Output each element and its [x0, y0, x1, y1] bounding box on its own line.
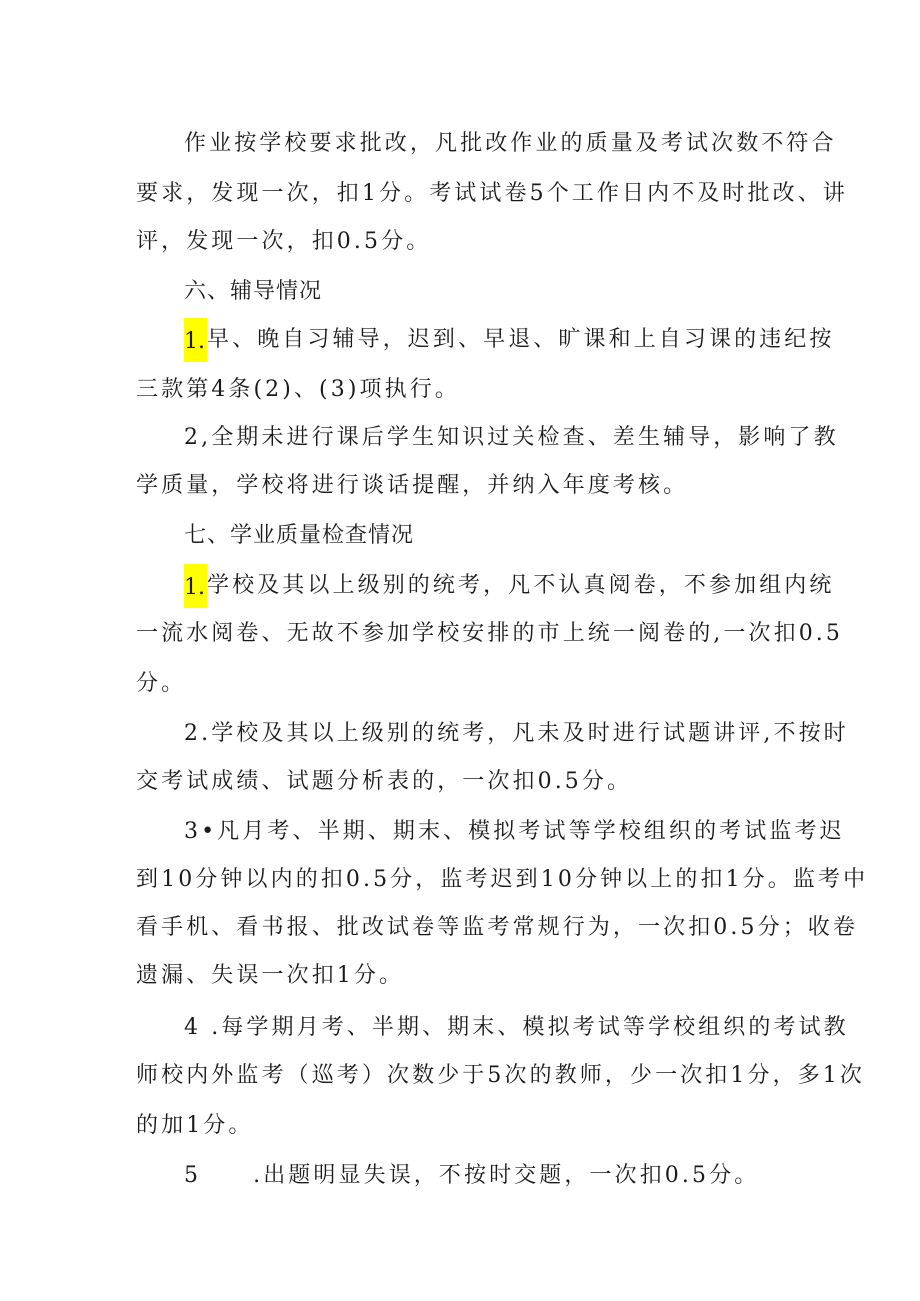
quality-item-1-line-1	[184, 562, 835, 610]
homework-line-1: 作业按学校要求批改，凡批改作业的质量及考试次数不符合	[184, 131, 837, 156]
quality-item-5	[184, 1152, 796, 1200]
homework-line-3: 评，发现一次，扣0.5分。	[136, 229, 432, 254]
quality-item-3-line-3: 看手机、看书报、批改试卷等监考常规行为，一次扣0.5分；收卷	[136, 915, 858, 940]
quality-item-4-line-1: 4 .每学期月考、半期、期末、模拟考试等学校组织的考试教	[184, 1015, 849, 1040]
highlight-marker: 1.	[184, 564, 207, 608]
quality-item-2-line-1: 2.学校及其以上级别的统考，凡未及时进行试题讲评,不按时	[184, 721, 849, 746]
quality-item-3-line-4: 遗漏、失误一次扣1分。	[136, 963, 405, 988]
highlight-marker: 1.	[184, 318, 207, 362]
tutoring-item-2-line-2: 学质量，学校将进行谈话提醒，并纳入年度考核。	[136, 473, 689, 498]
section-heading-tutoring: 六、辅导情况	[184, 279, 323, 304]
quality-item-3-line-1: 3•凡月考、半期、期末、模拟考试等学校组织的考试监考迟	[184, 819, 845, 844]
tutoring-item-1-text: 早、晚自习辅导，迟到、早退、旷课和上自习课的违纪按	[207, 327, 835, 352]
quality-item-5-number: 5	[184, 1163, 202, 1188]
quality-item-4-line-2: 师校内外监考（巡考）次数少于5次的教师，少一次扣1分，多1次	[136, 1063, 865, 1088]
section-heading-quality: 七、学业质量检查情况	[184, 523, 415, 548]
quality-item-1-line-3: 分。	[136, 671, 187, 696]
quality-item-2-line-2: 交考试成绩、试题分析表的，一次扣0.5分。	[136, 769, 633, 794]
quality-item-1-text: 学校及其以上级别的统考，凡不认真阅卷，不参加组内统	[207, 573, 835, 598]
quality-item-4-line-3: 的加1分。	[136, 1113, 254, 1138]
homework-line-2: 要求，发现一次，扣1分。考试试卷5个工作日内不及时批改、讲	[136, 181, 848, 206]
quality-item-3-line-2: 到10分钟以内的扣0.5分，监考迟到10分钟以上的扣1分。监考中	[136, 867, 869, 892]
tutoring-item-2-line-1: 2,全期未进行课后学生知识过关检查、差生辅导，影响了教	[184, 425, 839, 450]
tutoring-item-1-line-1	[184, 316, 835, 364]
quality-item-1-line-2: 一流水阅卷、无故不参加学校安排的市上统一阅卷的,一次扣0.5	[136, 621, 843, 646]
quality-item-5-text: .出题明显失误，不按时交题，一次扣0.5分。	[253, 1163, 760, 1188]
tutoring-item-1-line-2: 三款第4条(2)、(3)项执行。	[136, 377, 460, 402]
